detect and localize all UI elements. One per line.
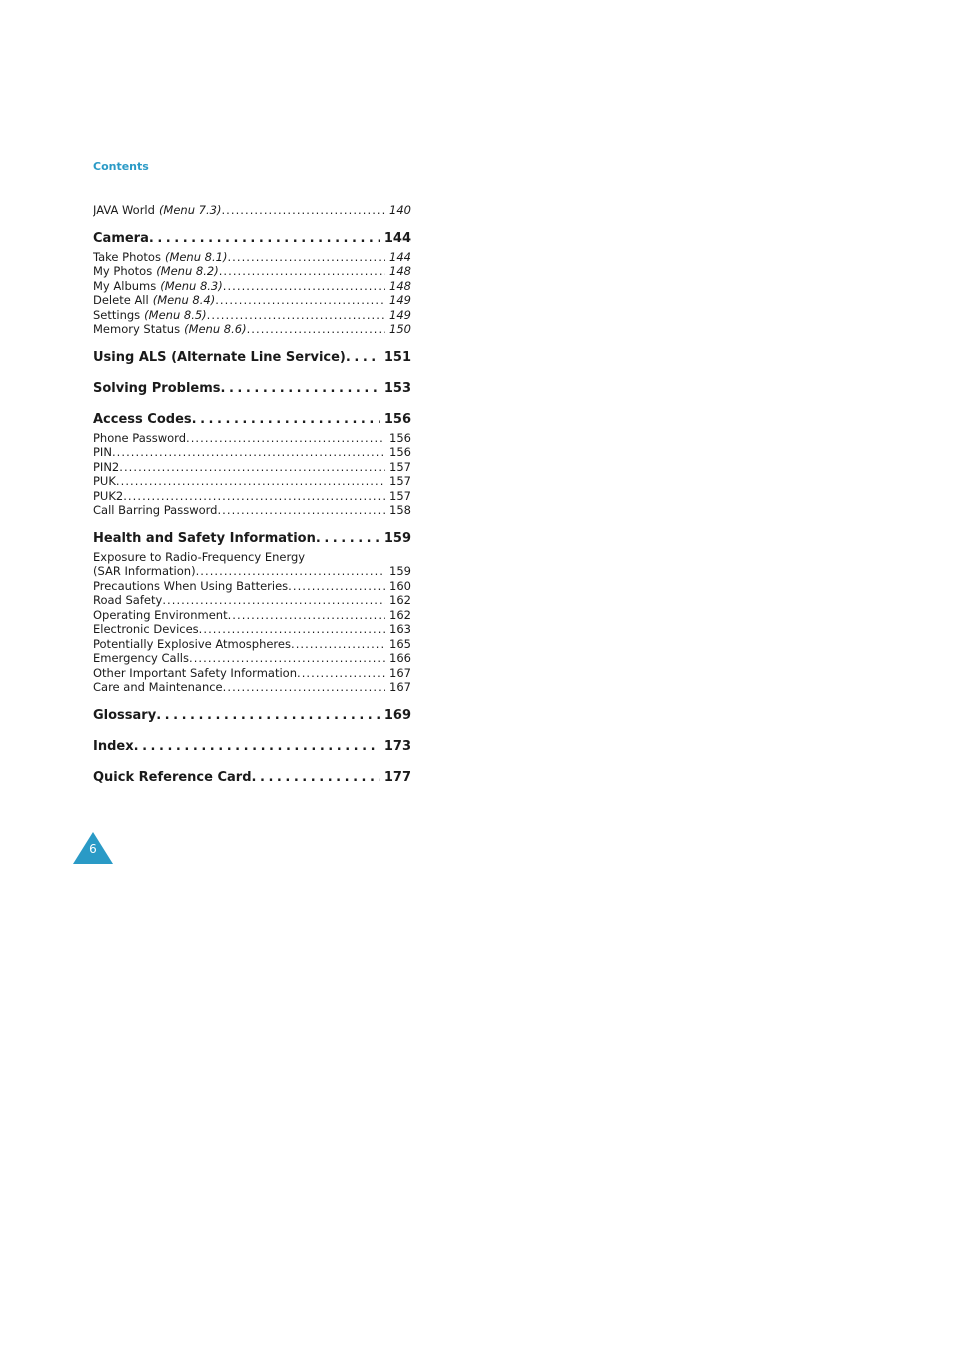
section-page: 159 bbox=[383, 530, 411, 546]
section-page: 153 bbox=[383, 380, 411, 396]
toc-entry[interactable] bbox=[93, 293, 411, 308]
dot-leader bbox=[189, 651, 385, 666]
toc-section-camera[interactable] bbox=[93, 231, 411, 247]
dot-leader bbox=[227, 250, 385, 265]
entry-page: 162 bbox=[389, 607, 411, 622]
toc-section-health-safety[interactable] bbox=[93, 531, 411, 547]
section-label: Using ALS (Alternate Line Service) bbox=[93, 349, 346, 365]
entry-label: JAVA World bbox=[93, 203, 155, 217]
toc-entry[interactable] bbox=[93, 264, 411, 279]
section-page: 144 bbox=[383, 230, 411, 246]
entry-page: 163 bbox=[389, 622, 411, 636]
dot-leader bbox=[252, 770, 380, 786]
section-label: Camera bbox=[93, 230, 149, 246]
entry-label: Other Important Safety Information bbox=[93, 665, 297, 680]
toc-section-als[interactable] bbox=[93, 350, 411, 366]
entry-menu: (Menu 8.6) bbox=[184, 322, 247, 336]
dot-leader bbox=[134, 739, 380, 755]
entry-page: 167 bbox=[389, 680, 411, 694]
entry-page: 167 bbox=[389, 665, 411, 680]
section-label: Index bbox=[93, 738, 134, 754]
dot-leader bbox=[186, 431, 385, 446]
entry-label: PIN2 bbox=[93, 459, 120, 474]
section-label: Quick Reference Card bbox=[93, 769, 252, 785]
section-page: 156 bbox=[383, 411, 411, 427]
entry-page: 144 bbox=[389, 249, 411, 264]
entry-menu: (Menu 7.3) bbox=[158, 203, 222, 217]
entry-label: PUK2 bbox=[93, 488, 124, 503]
entry-menu: (Menu 8.4) bbox=[152, 293, 216, 307]
dot-leader bbox=[192, 412, 380, 428]
toc-section-solving-problems[interactable] bbox=[93, 381, 411, 397]
toc-entry[interactable] bbox=[93, 250, 411, 265]
section-label: Glossary bbox=[93, 707, 157, 723]
entry-label: PIN bbox=[93, 445, 112, 459]
toc-entry[interactable] bbox=[93, 460, 411, 475]
entry-label: (SAR Information) bbox=[93, 564, 196, 578]
toc-entry[interactable] bbox=[93, 666, 411, 681]
entry-page: 156 bbox=[389, 445, 411, 459]
entry-label: Care and Maintenance bbox=[93, 680, 223, 694]
entry-page: 157 bbox=[389, 474, 411, 488]
dot-leader bbox=[112, 445, 385, 460]
toc-entry[interactable] bbox=[93, 608, 411, 623]
toc-section-quick-reference[interactable] bbox=[93, 770, 411, 786]
toc-entry[interactable] bbox=[93, 503, 411, 518]
entry-label: Take Photos bbox=[93, 249, 161, 264]
dot-leader bbox=[247, 322, 385, 337]
dot-leader bbox=[116, 474, 385, 489]
toc-entry[interactable] bbox=[93, 622, 411, 637]
dot-leader bbox=[223, 680, 385, 695]
toc-entry[interactable] bbox=[93, 474, 411, 489]
dot-leader bbox=[221, 381, 380, 397]
entry-page: 148 bbox=[389, 278, 411, 293]
entry-page: 140 bbox=[389, 203, 411, 217]
entry-menu: (Menu 8.5) bbox=[144, 307, 207, 322]
entry-label: PUK bbox=[93, 474, 116, 488]
toc-entry[interactable] bbox=[93, 593, 411, 608]
entry-label: Call Barring Password bbox=[93, 503, 218, 517]
dot-leader bbox=[215, 293, 385, 308]
entry-page: 162 bbox=[389, 593, 411, 607]
dot-leader bbox=[297, 666, 385, 681]
dot-leader bbox=[156, 708, 380, 724]
section-page: 177 bbox=[383, 769, 411, 785]
entry-menu: (Menu 8.3) bbox=[160, 278, 223, 293]
dot-leader bbox=[149, 231, 380, 247]
entry-page: 157 bbox=[389, 459, 411, 474]
entry-page: 148 bbox=[389, 264, 411, 278]
entry-label: My Photos bbox=[93, 264, 153, 278]
entry-page: 149 bbox=[389, 293, 411, 307]
entry-label: My Albums bbox=[93, 278, 157, 293]
entry-label: Operating Environment bbox=[93, 607, 228, 622]
entry-menu: (Menu 8.2) bbox=[156, 264, 219, 278]
table-of-contents bbox=[93, 203, 411, 786]
dot-leader bbox=[219, 264, 385, 279]
dot-leader bbox=[207, 308, 385, 323]
entry-page: 157 bbox=[389, 488, 411, 503]
dot-leader bbox=[162, 593, 385, 608]
dot-leader bbox=[217, 503, 385, 518]
dot-leader bbox=[221, 203, 385, 218]
page-header: Contents bbox=[93, 160, 149, 173]
entry-label: Road Safety bbox=[93, 593, 163, 607]
toc-entry[interactable] bbox=[93, 279, 411, 294]
toc-section-glossary[interactable] bbox=[93, 708, 411, 724]
section-label: Access Codes bbox=[93, 411, 192, 427]
section-page: 173 bbox=[383, 738, 411, 754]
toc-entry[interactable] bbox=[93, 489, 411, 504]
dot-leader bbox=[119, 460, 385, 475]
dot-leader bbox=[228, 608, 385, 623]
dot-leader bbox=[288, 579, 385, 594]
toc-entry[interactable] bbox=[93, 564, 411, 579]
dot-leader bbox=[346, 350, 380, 366]
entry-label: Electronic Devices bbox=[93, 622, 199, 636]
section-label: Solving Problems bbox=[93, 380, 221, 396]
entry-page: 165 bbox=[389, 636, 411, 651]
toc-entry[interactable] bbox=[93, 445, 411, 460]
toc-entry[interactable] bbox=[93, 308, 411, 323]
toc-entry[interactable] bbox=[93, 579, 411, 594]
entry-label: Phone Password bbox=[93, 430, 186, 445]
page-number: 6 bbox=[89, 842, 97, 856]
toc-entry-java-world[interactable] bbox=[93, 203, 411, 218]
section-page: 169 bbox=[383, 707, 411, 723]
dot-leader bbox=[316, 531, 380, 547]
entry-label: Precautions When Using Batteries bbox=[93, 578, 289, 593]
entry-label: Settings bbox=[93, 307, 141, 322]
entry-page: 160 bbox=[389, 578, 411, 593]
toc-entry[interactable] bbox=[93, 322, 411, 337]
toc-entry[interactable] bbox=[93, 431, 411, 446]
entry-page: 159 bbox=[389, 564, 411, 578]
toc-entry[interactable] bbox=[93, 637, 411, 652]
dot-leader bbox=[199, 622, 385, 637]
toc-entry[interactable] bbox=[93, 680, 411, 695]
entry-label: Delete All bbox=[93, 293, 149, 307]
entry-page: 166 bbox=[389, 651, 411, 665]
entry-label: Emergency Calls bbox=[93, 651, 189, 665]
entry-menu: (Menu 8.1) bbox=[164, 249, 228, 264]
entry-page: 158 bbox=[389, 503, 411, 517]
dot-leader bbox=[196, 564, 385, 579]
entry-label: Potentially Explosive Atmospheres bbox=[93, 636, 291, 651]
toc-entry-line[interactable]: Exposure to Radio-Frequency Energy bbox=[93, 549, 306, 564]
section-page: 151 bbox=[383, 349, 411, 365]
dot-leader bbox=[223, 279, 385, 294]
dot-leader bbox=[123, 489, 385, 504]
dot-leader bbox=[291, 637, 385, 652]
entry-page: 156 bbox=[389, 430, 411, 445]
entry-page: 150 bbox=[389, 322, 411, 336]
toc-section-access-codes[interactable] bbox=[93, 412, 411, 428]
entry-label: Memory Status bbox=[93, 322, 181, 336]
entry-page: 149 bbox=[389, 307, 411, 322]
toc-section-index[interactable] bbox=[93, 739, 411, 755]
page-number-marker bbox=[73, 832, 113, 864]
toc-entry[interactable] bbox=[93, 651, 411, 666]
section-label: Health and Safety Information bbox=[93, 530, 316, 546]
